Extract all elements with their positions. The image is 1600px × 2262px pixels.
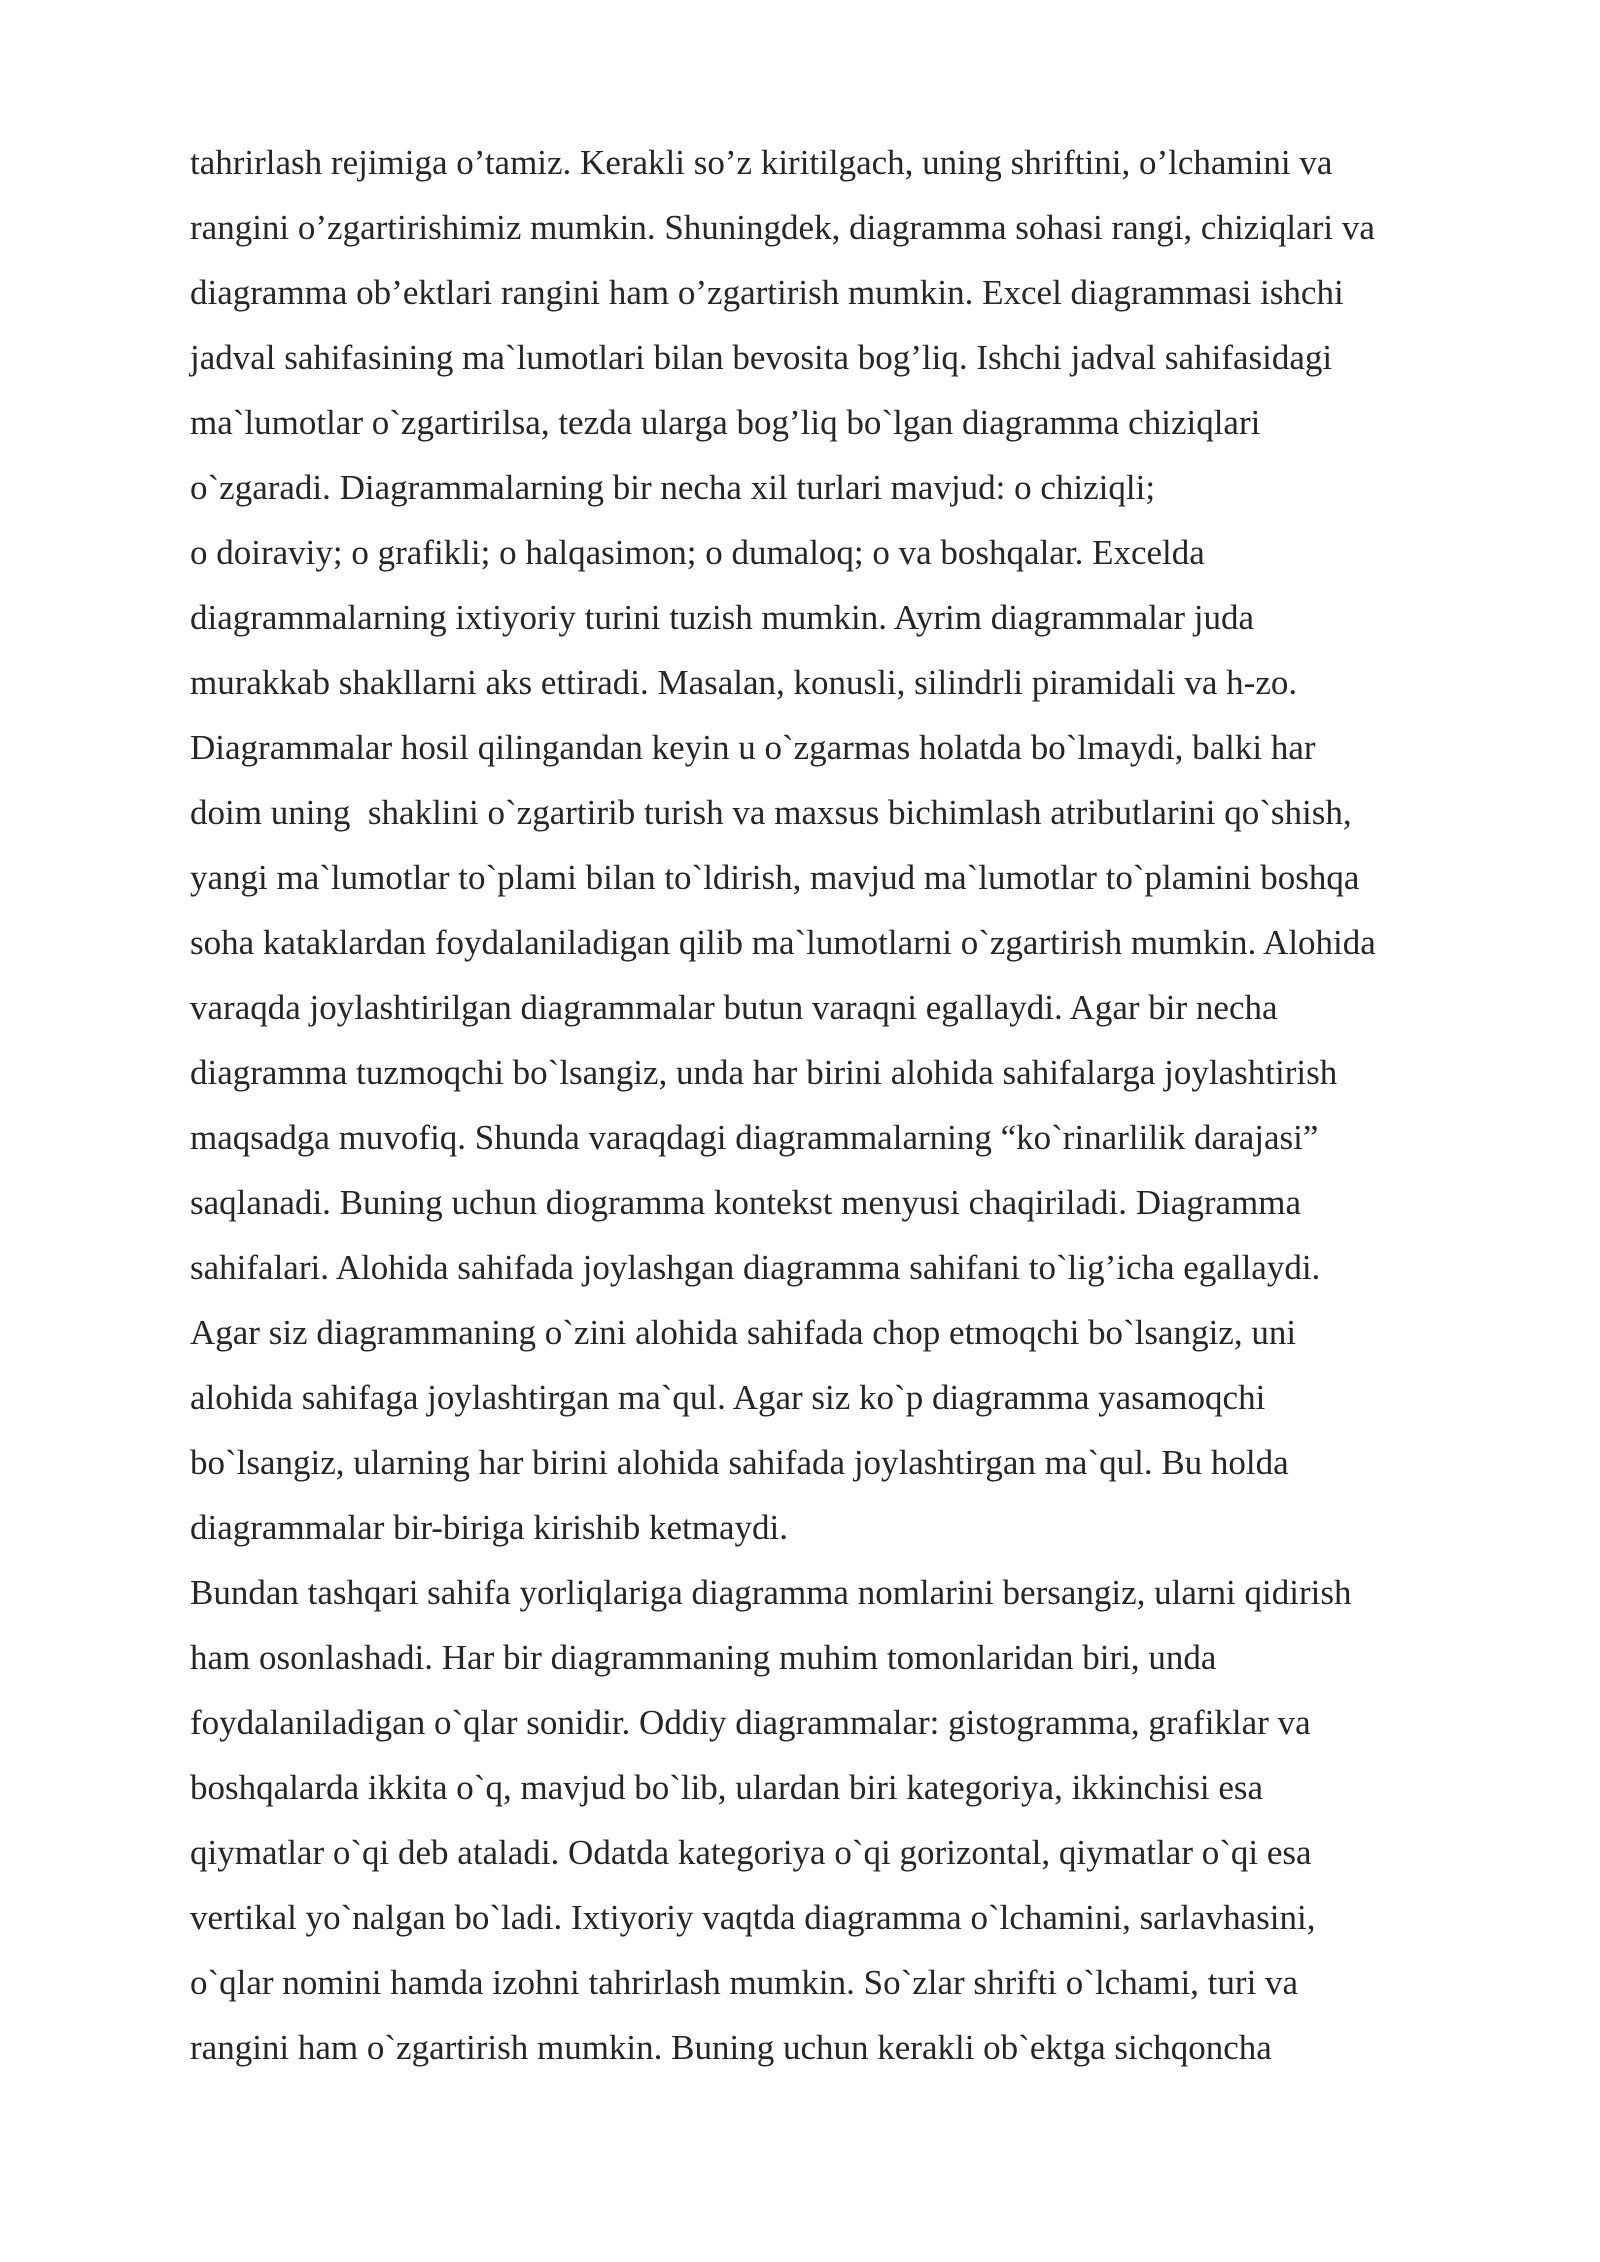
- text-line: Diagrammalar hosil qilingandan keyin u o`zgarmas holatda bo`lmaydi, balki har: [190, 728, 1316, 767]
- text-line: tahrirlash rejimiga o’tamiz. Kerakli so’z kiritilgach, uning shriftini, o’lchamini va: [190, 143, 1333, 182]
- text-line: rangini ham o`zgartirish mumkin. Buning uchun kerakli ob`ektga sichqoncha: [190, 2028, 1272, 2067]
- text-line: o doiraviy; o grafikli; o halqasimon; o dumaloq; o va boshqalar. Excelda: [190, 533, 1205, 572]
- text-line: jadval sahifasining ma`lumotlari bilan bevosita bog’liq. Ishchi jadval sahifasidagi: [190, 338, 1333, 377]
- body-text: [190, 130, 1490, 2080]
- text-line: doim uning shaklini o`zgartirib turish va maxsus bichimlash atributlarini qo`shish,: [190, 793, 1352, 832]
- text-line: bo`lsangiz, ularning har birini alohida sahifada joylashtirgan ma`qul. Bu holda: [190, 1443, 1289, 1482]
- text-line: ham osonlashadi. Har bir diagrammaning muhim tomonlaridan biri, unda: [190, 1638, 1217, 1677]
- text-line: o`qlar nomini hamda izohni tahrirlash mumkin. So`zlar shrifti o`lchami, turi va: [190, 1963, 1299, 2002]
- text-line: foydalaniladigan o`qlar sonidir. Oddiy diagrammalar: gistogramma, grafiklar va: [190, 1703, 1311, 1742]
- text-line: varaqda joylashtirilgan diagrammalar butun varaqni egallaydi. Agar bir necha: [190, 988, 1278, 1027]
- text-line: diagrammalarning ixtiyoriy turini tuzish mumkin. Ayrim diagrammalar juda: [190, 598, 1255, 637]
- text-line: sahifalari. Alohida sahifada joylashgan diagramma sahifani to`lig’icha egallaydi.: [190, 1248, 1321, 1287]
- text-line: qiymatlar o`qi deb ataladi. Odatda kategoriya o`qi gorizontal, qiymatlar o`qi esa: [190, 1833, 1312, 1872]
- text-line: saqlanadi. Buning uchun diogramma kontekst menyusi chaqiriladi. Diagramma: [190, 1183, 1301, 1222]
- text-line: diagrammalar bir-biriga kirishib ketmaydi.: [190, 1508, 789, 1547]
- text-line: yangi ma`lumotlar to`plami bilan to`ldirish, mavjud ma`lumotlar to`plamini boshqa: [190, 858, 1360, 897]
- text-line: soha kataklardan foydalaniladigan qilib ma`lumotlarni o`zgartirish mumkin. Alohida: [190, 923, 1376, 962]
- text-line: boshqalarda ikkita o`q, mavjud bo`lib, ulardan biri kategoriya, ikkinchisi esa: [190, 1768, 1264, 1807]
- text-line: vertikal yo`nalgan bo`ladi. Ixtiyoriy vaqtda diagramma o`lchamini, sarlavhasini,: [190, 1898, 1316, 1937]
- text-line: ma`lumotlar o`zgartirilsa, tezda ularga bog’liq bo`lgan diagramma chiziqlari: [190, 403, 1261, 442]
- text-line: diagramma ob’ektlari rangini ham o’zgartirish mumkin. Excel diagrammasi ishchi: [190, 273, 1344, 312]
- text-line: maqsadga muvofiq. Shunda varaqdagi diagrammalarning “ko`rinarlilik darajasi”: [190, 1118, 1319, 1157]
- text-line: alohida sahifaga joylashtirgan ma`qul. Agar siz ko`p diagramma yasamoqchi: [190, 1378, 1266, 1417]
- text-line: rangini o’zgartirishimiz mumkin. Shuningdek, diagramma sohasi rangi, chiziqlari va: [190, 208, 1375, 247]
- text-line: o`zgaradi. Diagrammalarning bir necha xil turlari mavjud: o chiziqli;: [190, 468, 1156, 507]
- text-line: murakkab shakllarni aks ettiradi. Masalan, konusli, silindrli piramidali va h-zo.: [190, 663, 1298, 702]
- text-line: diagramma tuzmoqchi bo`lsangiz, unda har birini alohida sahifalarga joylashtirish: [190, 1053, 1338, 1092]
- text-line: Bundan tashqari sahifa yorliqlariga diagramma nomlarini bersangiz, ularni qidirish: [190, 1573, 1352, 1612]
- text-line: Agar siz diagrammaning o`zini alohida sahifada chop etmoqchi bo`lsangiz, uni: [190, 1313, 1297, 1352]
